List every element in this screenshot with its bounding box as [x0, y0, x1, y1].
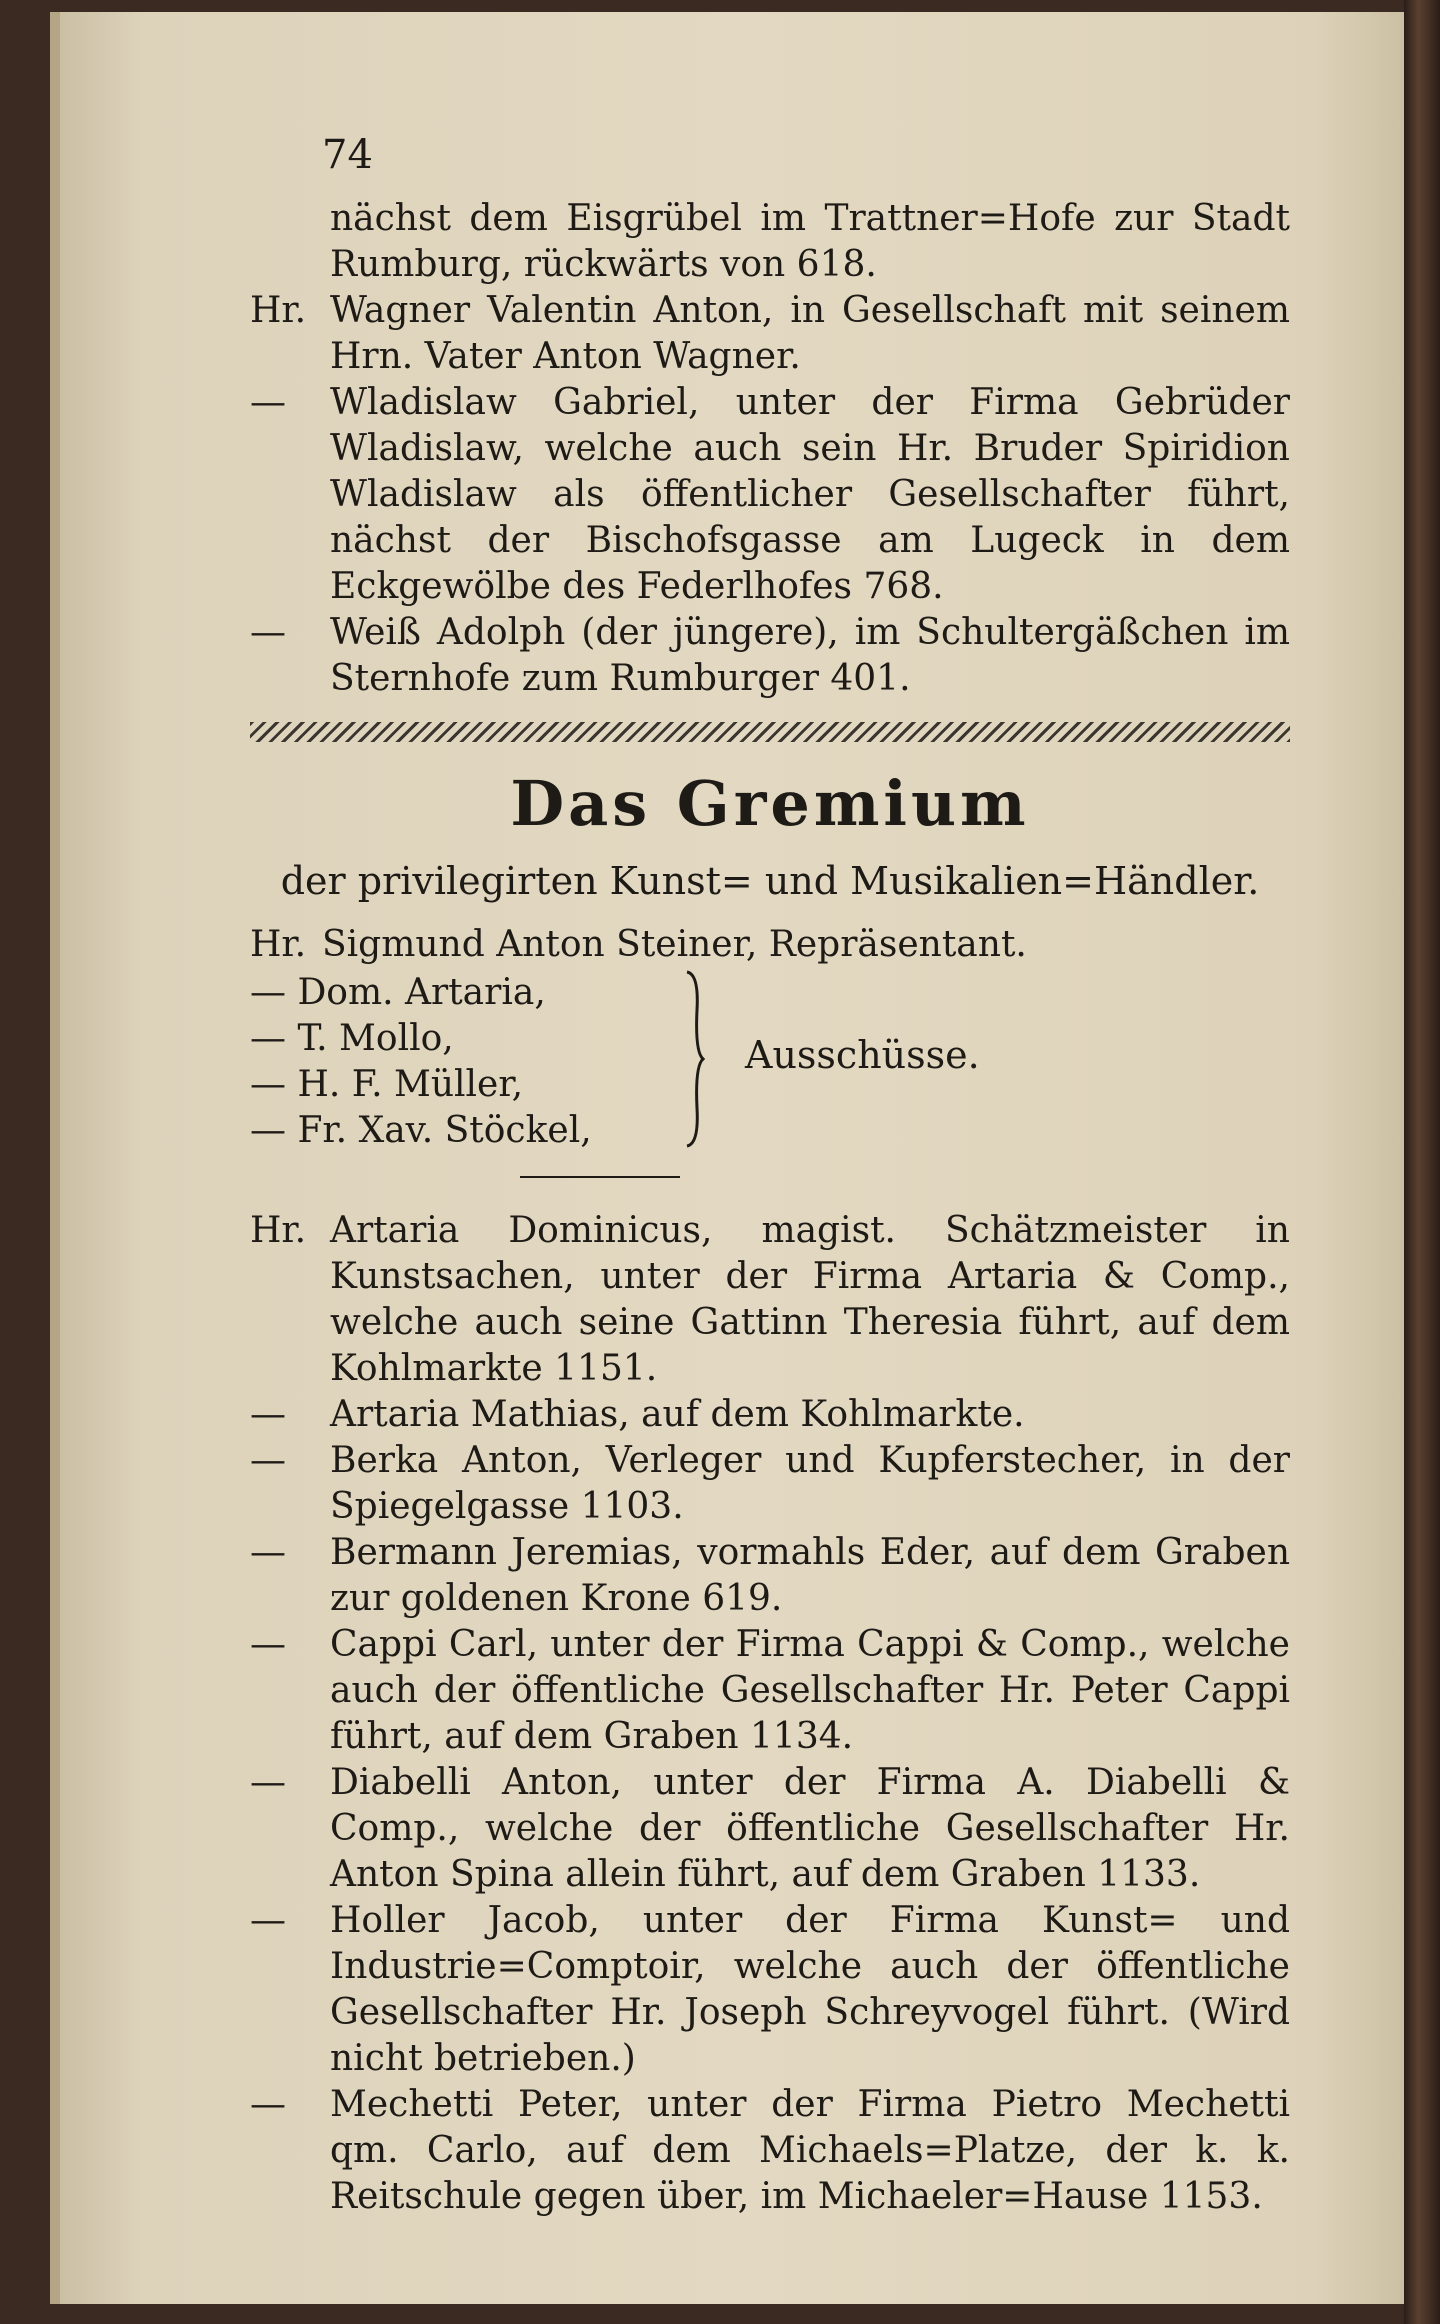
entry-berka: — Berka Anton, Verleger und Kupferstecher, in der Spiegelgasse 1103.	[250, 1440, 1290, 1527]
committee-member: — Dom. Artaria,	[250, 972, 546, 1013]
entry-wladislaw: — Wladislaw Gabriel, unter der Firma Gebrüder Wladislaw, welche auch sein Hr. Bruder Spiridion Wladislaw als öffentlicher Gesellschafter führt, nächst der Bischofsgasse am Lugeck in dem Eckgewölbe des Federlhofes 768.	[250, 382, 1290, 607]
entry-diabelli: — Diabelli Anton, unter der Firma A. Diabelli & Comp., welche der öffentliche Gesellschafter Hr. Anton Spina allein führt, auf dem Graben 1133.	[250, 1762, 1290, 1895]
entry-wagner: Hr. Wagner Valentin Anton, in Gesellschaft mit seinem Hrn. Vater Anton Wagner.	[250, 290, 1290, 377]
short-rule	[520, 1176, 680, 1178]
book-edge	[1404, 0, 1440, 2324]
section-title: Das Gremium	[510, 767, 1030, 840]
page-content	[250, 118, 1290, 2220]
committee-member: — H. F. Müller,	[250, 1064, 524, 1105]
wavy-divider	[250, 722, 1290, 742]
entry-weiss: — Weiß Adolph (der jüngere), im Schultergäßchen im Sternhofe zum Rumburger 401.	[250, 612, 1290, 699]
committee-member: — Fr. Xav. Stöckel,	[250, 1110, 592, 1151]
brace-icon	[685, 970, 705, 1148]
entry-artaria-mathias: — Artaria Mathias, auf dem Kohlmarkte.	[250, 1394, 1025, 1435]
entry-continuation: nächst dem Eisgrübel im Trattner=Hofe zur Stadt Rumburg, rückwärts von 618.	[330, 198, 1290, 285]
representative: Hr. Sigmund Anton Steiner, Repräsentant.	[250, 924, 1027, 965]
committee-list	[250, 968, 1290, 1158]
entry-holler: — Holler Jacob, unter der Firma Kunst= und Industrie=Comptoir, welche auch der öffentliche Gesellschafter Hr. Joseph Schreyvogel führt. (Wird nicht betrieben.)	[250, 1900, 1290, 2079]
entry-cappi: — Cappi Carl, unter der Firma Cappi & Comp., welche auch der öffentliche Gesellschafter Hr. Peter Cappi führt, auf dem Graben 1134.	[250, 1624, 1290, 1757]
page-number: 74	[322, 132, 373, 178]
section-subtitle: der privilegirten Kunst= und Musikalien=Händler.	[280, 859, 1260, 903]
entry-mechetti: — Mechetti Peter, unter der Firma Pietro Mechetti qm. Carlo, auf dem Michaels=Platze, der k. k. Reitschule gegen über, im Michaeler=Hause 1153.	[250, 2084, 1290, 2217]
committee-member: — T. Mollo,	[250, 1018, 454, 1059]
entry-artaria-dominicus: Hr. Artaria Dominicus, magist. Schätzmeister in Kunstsachen, unter der Firma Artaria & Comp., welche auch seine Gattinn Theresia führt, auf dem Kohlmarkte 1151.	[250, 1210, 1290, 1389]
entry-bermann: — Bermann Jeremias, vormahls Eder, auf dem Graben zur goldenen Krone 619.	[250, 1532, 1290, 1619]
committee-label: Ausschüsse.	[745, 1033, 980, 1077]
